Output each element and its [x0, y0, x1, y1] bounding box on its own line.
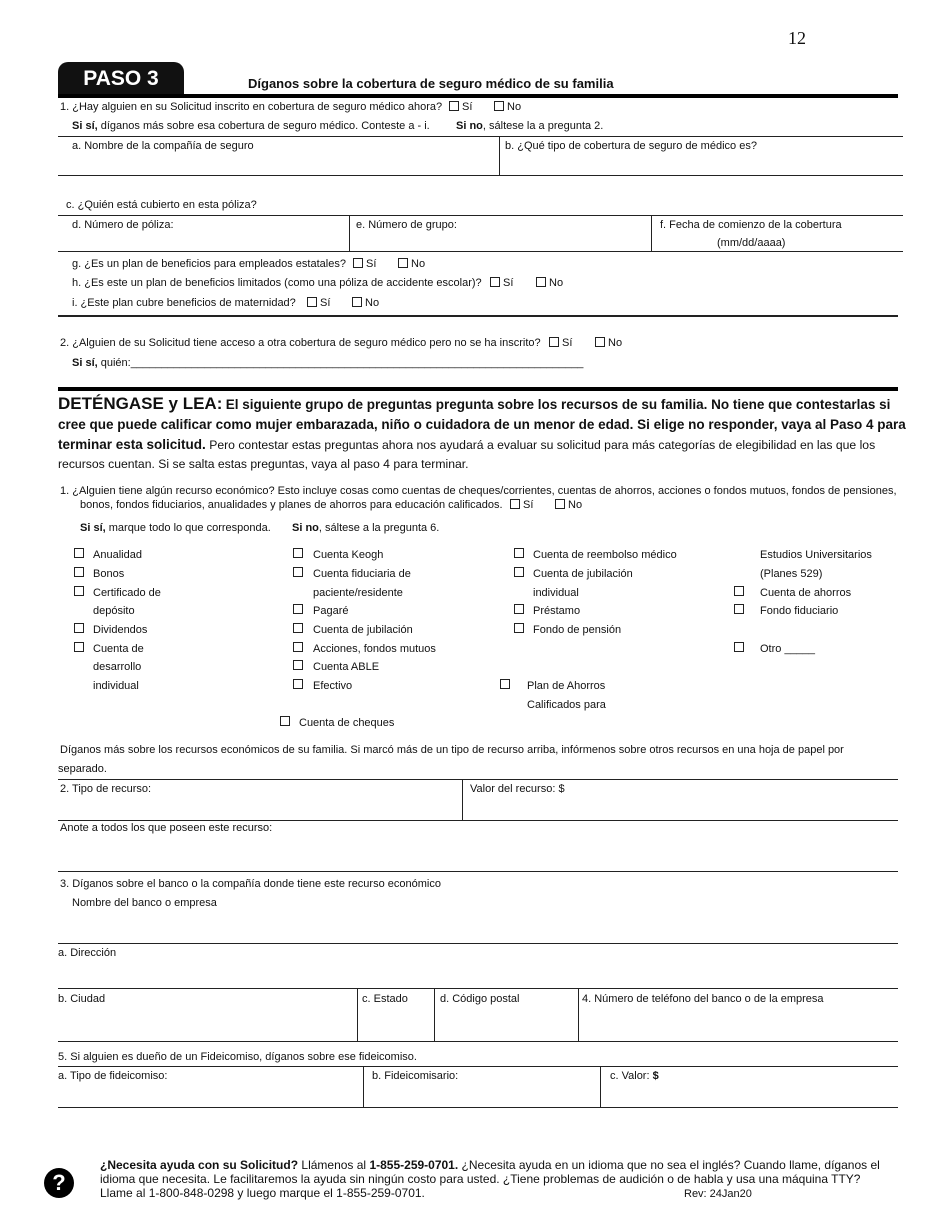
checkbox[interactable]	[549, 337, 559, 347]
zip-field[interactable]: d. Código postal	[440, 993, 520, 1005]
asset-label: Cuenta de reembolso médico	[533, 549, 677, 561]
asset-label: individual	[93, 680, 139, 692]
q1-text: 1. ¿Hay alguien en su Solicitud inscrito en cobertura de seguro médico ahora?	[60, 101, 443, 113]
group-number-field[interactable]: e. Número de grupo:	[356, 219, 457, 231]
stop-notice: DETÉNGASE y LEA: El siguiente grupo de preguntas pregunta sobre los recursos de su familia. No tiene que contestarlas si cree que puede calificar como mujer embarazada, niño o cuidadora de un menor de edad. Si elige no responder, vaya al Paso 4 para terminar esta solicitud. Pero contestar estas preguntas ahora nos ayudará a evaluar su solicitud para más categorías de elegibilidad en las que los recursos cuentan. Si se salta estas preguntas, vaya al paso 4 para terminar.	[58, 394, 906, 471]
bank-phone-field[interactable]: 4. Número de teléfono del banco o de la empresa	[582, 993, 824, 1005]
checkbox[interactable]	[555, 499, 565, 509]
asset-label: individual	[533, 587, 579, 599]
asset-label: Dividendos	[93, 624, 148, 636]
asset-label: Calificados para	[527, 699, 606, 711]
checkbox-promissory-note[interactable]	[293, 604, 303, 614]
asset-label: Estudios Universitarios	[760, 549, 872, 561]
asset-label: Cuenta de cheques	[299, 717, 395, 729]
asset-label: Cuenta de jubilación	[533, 568, 633, 580]
header-rule	[58, 94, 898, 98]
checkbox-ida[interactable]	[74, 642, 84, 652]
res-q1-line1: 1. ¿Alguien tiene algún recurso económico? Esto incluye cosas como cuentas de cheques/corrientes, cuentas de ahorros, acciones o fondos mutuos, fondos de pensiones,	[60, 485, 897, 497]
city-field[interactable]: b. Ciudad	[58, 993, 106, 1005]
res-q5-text: 5. Si alguien es dueño de un Fideicomiso, díganos sobre ese fideicomiso.	[58, 1051, 417, 1063]
checkbox-annuity[interactable]	[74, 548, 84, 558]
checkbox[interactable]	[449, 101, 459, 111]
date-format-hint: (mm/dd/aaaa)	[717, 237, 786, 249]
more-info-line2: separado.	[58, 763, 107, 775]
asset-label: paciente/residente	[313, 587, 403, 599]
q1g-no[interactable]: No	[398, 258, 425, 270]
checkbox-keogh[interactable]	[293, 548, 303, 558]
checkbox-bonds[interactable]	[74, 567, 84, 577]
asset-label: Cuenta ABLE	[313, 661, 380, 673]
address-field[interactable]: a. Dirección	[58, 947, 117, 959]
res-q1-line2: bonos, fondos fiduciarios, anualidades y planes de ahorros para educación calificados.	[80, 499, 503, 511]
checkbox[interactable]	[536, 277, 546, 287]
checkbox-checking[interactable]	[280, 716, 290, 726]
checkbox-medical-reimbursement[interactable]	[514, 548, 524, 558]
checkbox-ira[interactable]	[514, 567, 524, 577]
q2-no[interactable]: No	[595, 337, 622, 349]
checkbox-able[interactable]	[293, 660, 303, 670]
checkbox-patient-trust[interactable]	[293, 567, 303, 577]
checkbox[interactable]	[307, 297, 317, 307]
res-if-no: Si no, sáltese a la pregunta 6.	[292, 522, 440, 534]
stop-rule	[58, 387, 898, 391]
insurer-name-field[interactable]: a. Nombre de la compañía de seguro	[72, 140, 254, 152]
asset-label: Acciones, fondos mutuos	[313, 643, 436, 655]
q2-text: 2. ¿Alguien de su Solicitud tiene acceso a otra cobertura de seguro médico pero no se ha inscrito?	[60, 337, 541, 349]
checkbox-retirement[interactable]	[293, 623, 303, 633]
res-q1-no[interactable]: No	[555, 499, 582, 511]
checkbox-savings[interactable]	[734, 586, 744, 596]
owners-field[interactable]: Anote a todos los que poseen este recurso:	[60, 822, 273, 834]
q1-if-no: Si no, sáltese la a pregunta 2.	[456, 120, 604, 132]
asset-label: desarrollo	[93, 661, 142, 673]
checkbox-other[interactable]	[734, 642, 744, 652]
asset-label: (Planes 529)	[760, 568, 823, 580]
q2-who-field[interactable]: Si sí, quién:__________________________________________________________________________	[72, 357, 584, 369]
asset-label: Otro _____	[760, 643, 816, 655]
checkbox-pension[interactable]	[514, 623, 524, 633]
checkbox-529-plan[interactable]	[500, 679, 510, 689]
asset-label: Cuenta Keogh	[313, 549, 384, 561]
q2-yes[interactable]: Sí	[549, 337, 572, 349]
q1g-text: g. ¿Es un plan de beneficios para empleados estatales?	[72, 258, 346, 270]
asset-label: Efectivo	[313, 680, 353, 692]
asset-label: Cuenta de jubilación	[313, 624, 413, 636]
checkbox[interactable]	[595, 337, 605, 347]
asset-label: Fondo de pensión	[533, 624, 622, 636]
section-title: Díganos sobre la cobertura de seguro médico de su familia	[248, 76, 614, 91]
q1g-yes[interactable]: Sí	[353, 258, 376, 270]
policy-number-field[interactable]: d. Número de póliza:	[72, 219, 174, 231]
q1h-no[interactable]: No	[536, 277, 563, 289]
asset-label: Anualidad	[93, 549, 142, 561]
checkbox[interactable]	[353, 258, 363, 268]
checkbox-stocks[interactable]	[293, 642, 303, 652]
step-label: PASO 3	[58, 62, 184, 96]
q1h-text: h. ¿Es este un plan de beneficios limitados (como una póliza de accidente escolar)?	[72, 277, 482, 289]
asset-label: Certificado de	[93, 587, 161, 599]
asset-label: Pagaré	[313, 605, 349, 617]
asset-label: Préstamo	[533, 605, 581, 617]
checkbox[interactable]	[510, 499, 520, 509]
checkbox-certificate[interactable]	[74, 586, 84, 596]
checkbox[interactable]	[352, 297, 362, 307]
revision-date: Rev: 24Jan20	[684, 1188, 752, 1200]
covered-who-field[interactable]: c. ¿Quién está cubierto en esta póliza?	[66, 199, 257, 211]
asset-label: depósito	[93, 605, 135, 617]
asset-label: Fondo fiduciario	[760, 605, 839, 617]
help-text: ¿Necesita ayuda con su Solicitud? Llámenos al 1-855-259-0701. ¿Necesita ayuda en un idioma que no sea el inglés? Cuando llame, díganos el idioma que necesita. Le facilitaremos la ayuda sin ningún costo para usted. ¿Tiene problemas de audición o de habla y usa una máquina TTY? Llame al 1-800-848-0298 y luego marque el 1-855-259-0701.	[100, 1158, 880, 1200]
q1-yes[interactable]: Sí	[449, 101, 472, 113]
q1i-text: i. ¿Este plan cubre beneficios de maternidad?	[72, 297, 296, 309]
coverage-type-field[interactable]: b. ¿Qué tipo de cobertura de seguro de médico es?	[505, 140, 757, 152]
res-if-yes: Si sí, marque todo lo que corresponda.	[80, 522, 271, 534]
bank-name-field[interactable]: Nombre del banco o empresa	[72, 897, 217, 909]
res-q1-yes[interactable]: Sí	[510, 499, 533, 511]
checkbox-cash[interactable]	[293, 679, 303, 689]
q1-if-yes: Si sí, díganos más sobre esa cobertura de seguro médico. Conteste a - i.	[72, 120, 430, 132]
resource-value-field[interactable]: Valor del recurso: $	[470, 783, 565, 795]
state-field[interactable]: c. Estado	[362, 993, 408, 1005]
q1i-yes[interactable]: Sí	[307, 297, 330, 309]
help-icon: ?	[44, 1168, 74, 1198]
checkbox[interactable]	[398, 258, 408, 268]
asset-label: Cuenta de	[93, 643, 144, 655]
q1i-no[interactable]: No	[352, 297, 379, 309]
asset-label: Cuenta fiduciaria de	[313, 568, 411, 580]
trustee-field[interactable]: b. Fideicomisario:	[372, 1070, 459, 1082]
checkbox[interactable]	[494, 101, 504, 111]
page-number: 12	[788, 28, 806, 48]
asset-label: Bonos	[93, 568, 125, 580]
q1h-yes[interactable]: Sí	[490, 277, 513, 289]
q1-no[interactable]: No	[494, 101, 521, 113]
checkbox-trust-fund[interactable]	[734, 604, 744, 614]
trust-type-field[interactable]: a. Tipo de fideicomiso:	[58, 1070, 168, 1082]
res-q3-text: 3. Díganos sobre el banco o la compañía donde tiene este recurso económico	[60, 878, 441, 890]
coverage-start-field[interactable]: f. Fecha de comienzo de la cobertura	[660, 219, 842, 231]
checkbox[interactable]	[490, 277, 500, 287]
asset-label: Cuenta de ahorros	[760, 587, 852, 599]
checkbox-dividends[interactable]	[74, 623, 84, 633]
resource-type-field[interactable]: 2. Tipo de recurso:	[60, 783, 152, 795]
trust-value-field[interactable]: c. Valor: $	[610, 1070, 659, 1082]
checkbox-loan[interactable]	[514, 604, 524, 614]
asset-label: Plan de Ahorros	[527, 680, 606, 692]
more-info-line1: Díganos más sobre los recursos económicos de su familia. Si marcó más de un tipo de recurso arriba, infórmenos sobre otros recursos en una hoja de papel por	[60, 744, 844, 756]
